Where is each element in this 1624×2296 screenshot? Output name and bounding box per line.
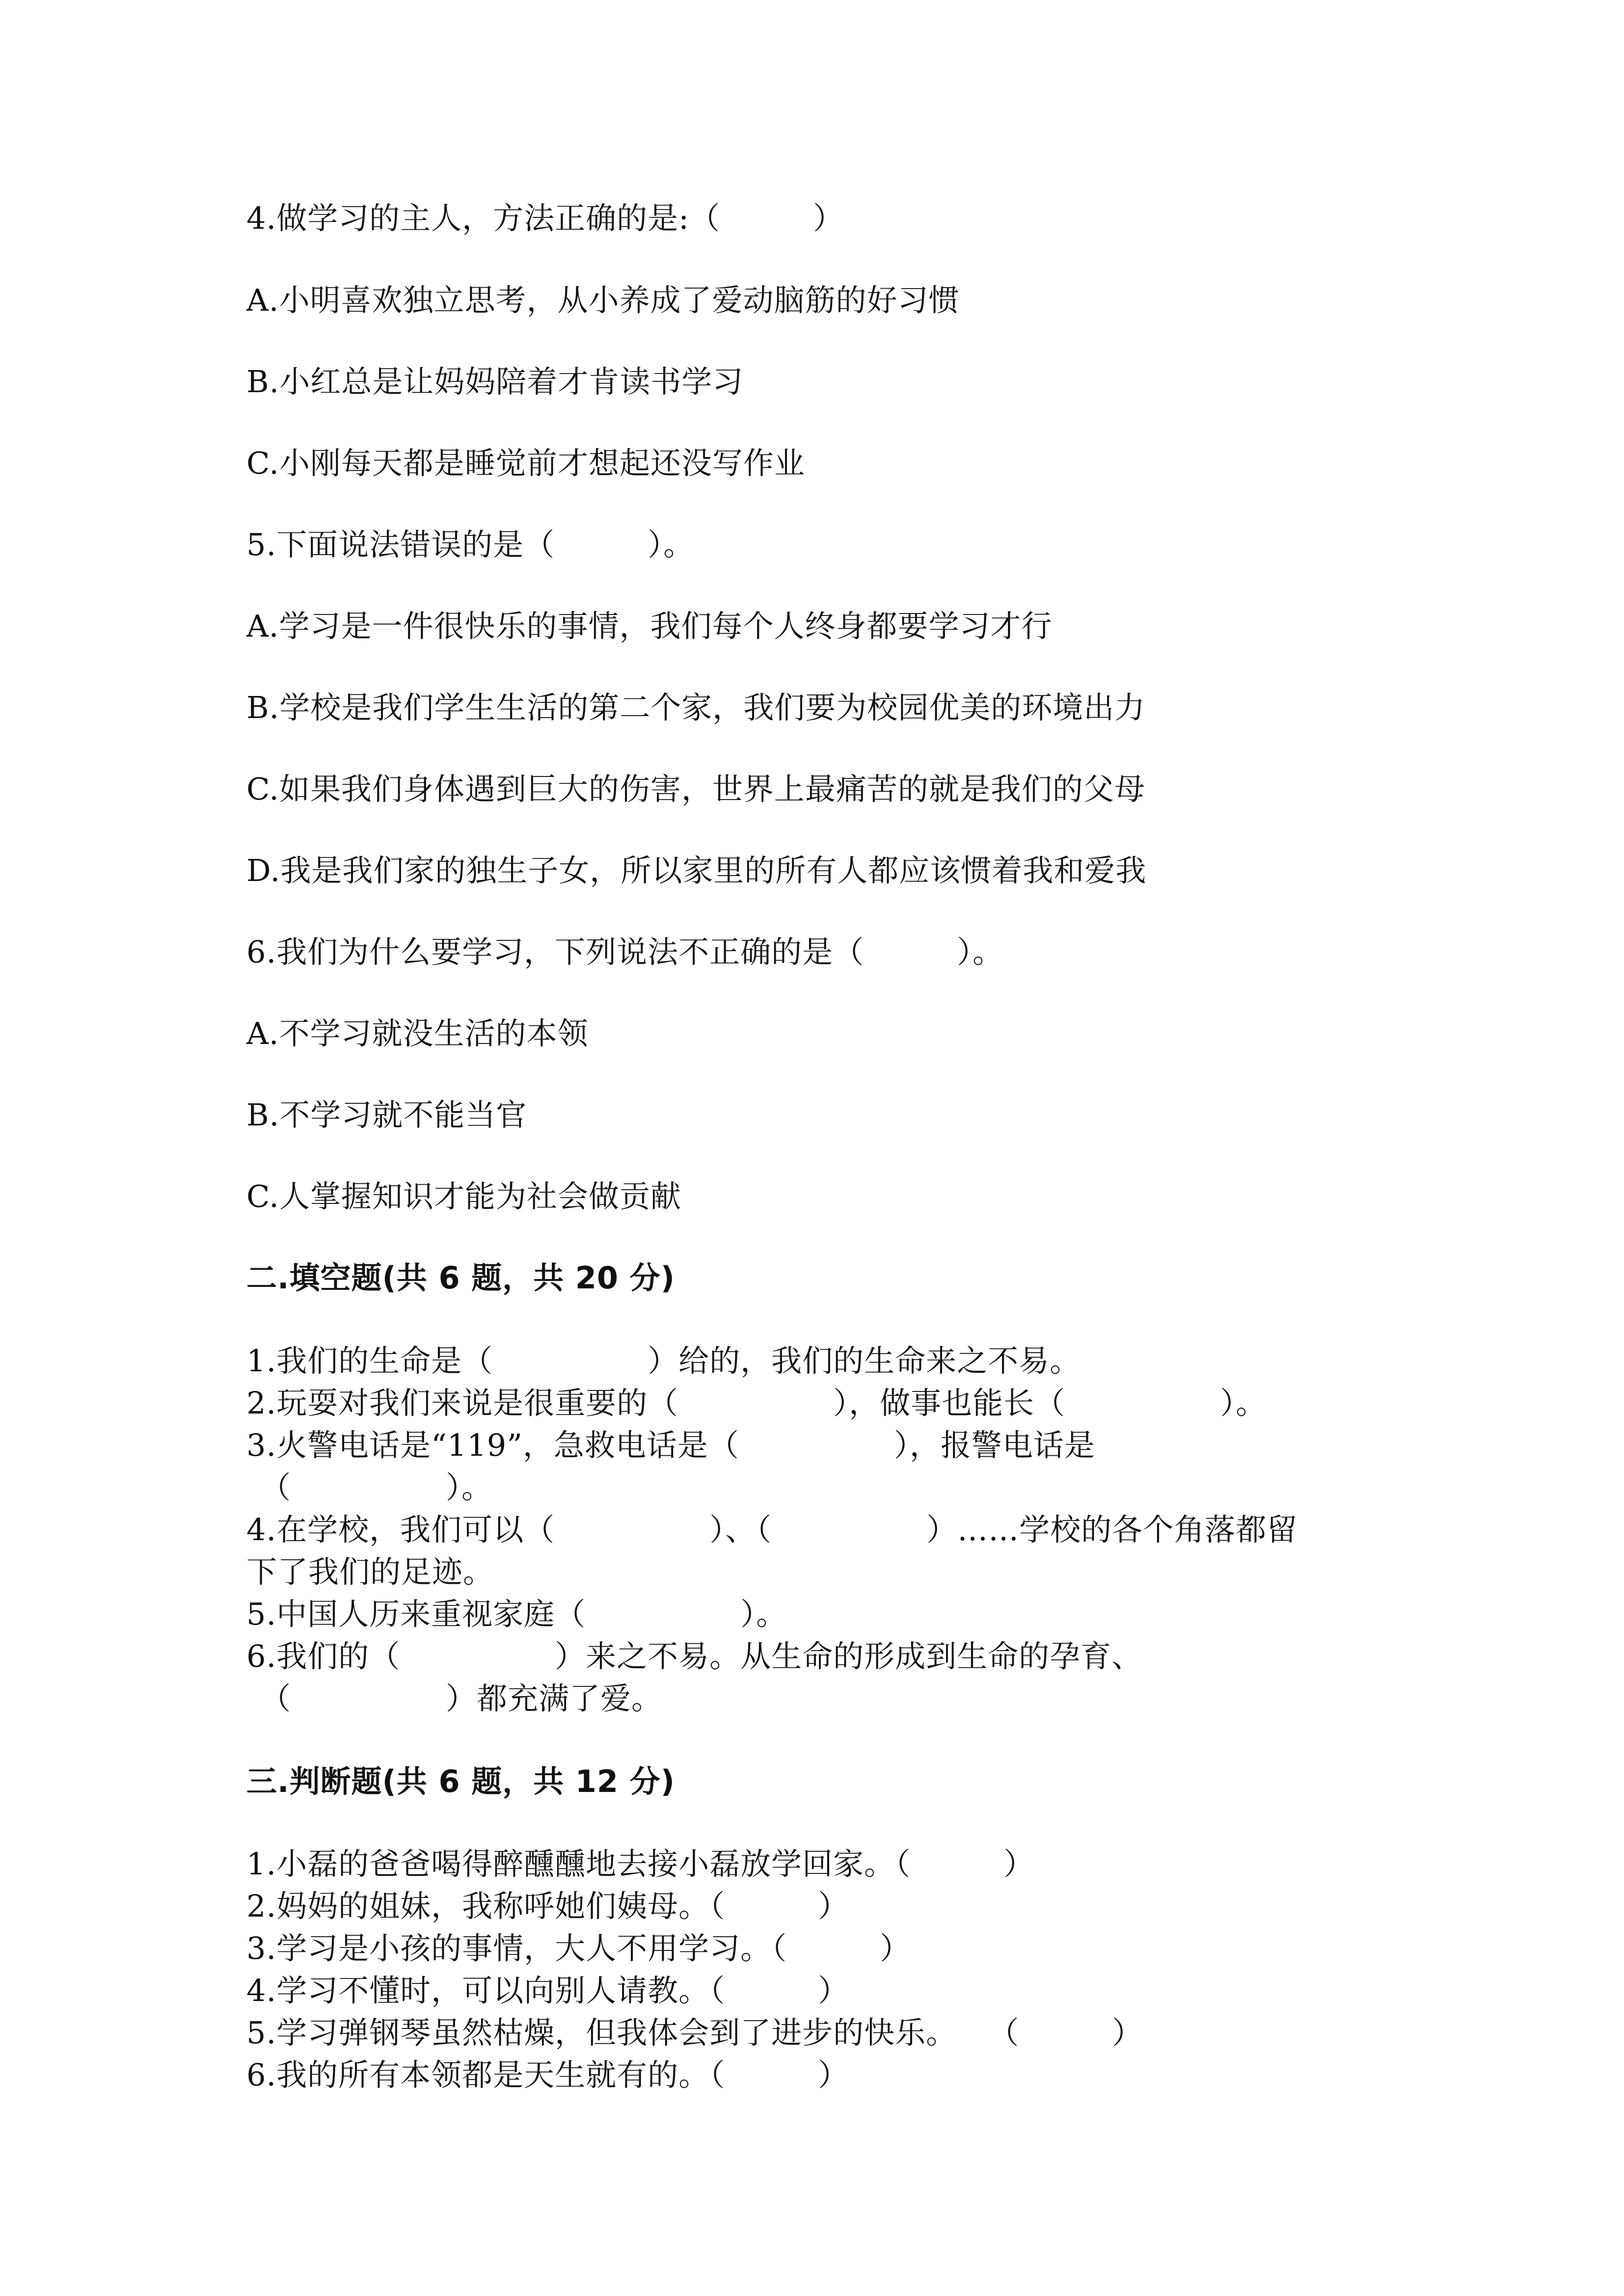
question-6-stem: 6.我们为什么要学习，下列说法不正确的是（ ）。 [246,934,1004,970]
judge-line-2: 2.妈妈的姐妹，我称呼她们姨母。（ ） [246,1888,849,1924]
fill-line-5: 5.中国人历来重视家庭（ ）。 [246,1596,787,1632]
question-4-option-b: B.小红总是让妈妈陪着才肯读书学习 [246,364,744,400]
question-5-option-d: D.我是我们家的独生子女，所以家里的所有人都应该惯着我和爱我 [246,853,1147,888]
question-5-option-b: B.学校是我们学生生活的第二个家，我们要为校园优美的环境出力 [246,690,1146,725]
judge-line-1: 1.小磊的爸爸喝得醉醺醺地去接小磊放学回家。（ ） [246,1846,1035,1882]
fill-line-3-cont: （ ）。 [260,1469,493,1505]
fill-line-4: 4.在学校，我们可以（ ）、（ ）……学校的各个角落都留 [246,1512,1298,1548]
judge-section-heading: 三.判断题(共 6 题，共 12 分) [246,1763,675,1799]
question-6-option-b: B.不学习就不能当官 [246,1097,527,1133]
judge-line-6: 6.我的所有本领都是天生就有的。（ ） [246,2057,849,2093]
question-6-option-c: C.人掌握知识才能为社会做贡献 [246,1178,681,1214]
judge-line-4: 4.学习不懂时，可以向别人请教。（ ） [246,1973,849,2008]
judge-line-5: 5.学习弹钢琴虽然枯燥，但我体会到了进步的快乐。 （ ） [246,2015,1143,2051]
fill-section-heading: 二.填空题(共 6 题，共 20 分) [246,1260,675,1296]
fill-line-6-cont: （ ）都充满了爱。 [260,1681,663,1716]
fill-line-6: 6.我们的（ ）来之不易。从生命的形成到生命的孕育、 [246,1638,1143,1674]
question-5-option-a: A.学习是一件很快乐的事情，我们每个人终身都要学习才行 [246,608,1053,644]
judge-line-3: 3.学习是小孩的事情，大人不用学习。（ ） [246,1930,911,1966]
fill-line-1: 1.我们的生命是（ ）给的，我们的生命来之不易。 [246,1343,1081,1379]
fill-line-3: 3.火警电话是“119”，急救电话是（ ），报警电话是 [246,1427,1095,1463]
question-4-option-c: C.小刚每天都是睡觉前才想起还没写作业 [246,445,805,481]
fill-line-4-cont: 下了我们的足迹。 [246,1554,494,1590]
question-5-stem: 5.下面说法错误的是（ ）。 [246,527,695,562]
question-6-option-a: A.不学习就没生活的本领 [246,1015,589,1051]
question-4-option-a: A.小明喜欢独立思考，从小养成了爱动脑筋的好习惯 [246,282,960,318]
fill-line-2: 2.玩耍对我们来说是很重要的（ ），做事也能长（ ）。 [246,1385,1267,1421]
question-4-stem: 4.做学习的主人，方法正确的是:（ ） [246,200,844,236]
question-5-option-c: C.如果我们身体遇到巨大的伤害，世界上最痛苦的就是我们的父母 [246,771,1145,807]
